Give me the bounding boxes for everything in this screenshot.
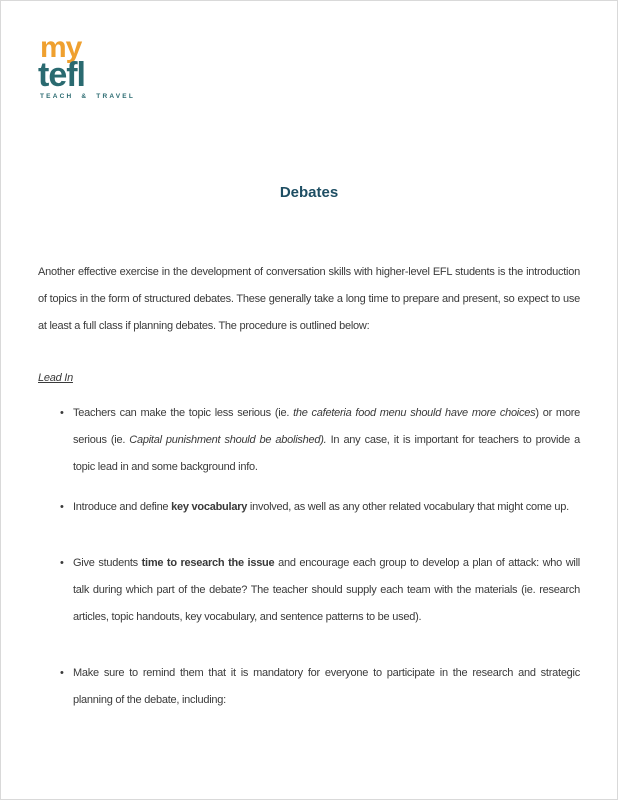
page-title: Debates <box>279 183 339 201</box>
bullet-icon: • <box>60 500 64 513</box>
bullet-item <box>38 660 580 714</box>
bullet-text <box>73 501 569 513</box>
text-segment-italic: the cafeteria food menu should have more choices <box>293 406 536 419</box>
bullet-icon: • <box>60 666 64 679</box>
intro-paragraph: Another effective exercise in the development of conversation skills with higher-level EFL students is the introduction of topics in the form of structured debates. These generally take a long time to prepare and present, so expect to use at least a full class if planning debates. The procedure is outlined below: <box>38 265 580 332</box>
text-segment: Give students <box>73 556 142 569</box>
bullet-list <box>38 400 580 714</box>
bullet-item <box>38 494 580 521</box>
text-segment: and encourage each group to develop a plan of attack: who will talk during which part of the debate? The teacher should supply each team with the materials (ie. research articles, topic handouts, key vocabulary, and sentence patterns to be used). <box>73 556 580 623</box>
text-segment-bold: time to research the issue <box>141 556 275 569</box>
text-segment: Introduce and define <box>73 500 172 513</box>
logo-tagline: TEACH & TRAVEL <box>40 93 136 100</box>
text-segment: In any case, it is important for teachers to provide a topic lead in and some background info. <box>73 433 580 473</box>
bullet-item <box>38 400 580 481</box>
text-segment-italic: Capital punishment should be abolished). <box>129 433 327 446</box>
text-segment-bold: key vocabulary <box>171 500 248 513</box>
mytefl-logo <box>38 31 580 101</box>
logo-word-my: my <box>40 31 82 64</box>
logo-word-tefl: tefl <box>38 56 85 94</box>
bullet-icon: • <box>60 406 64 419</box>
section-heading-lead-in: Lead In <box>38 371 73 384</box>
text-segment: Make sure to remind them that it is mandatory for everyone to participate in the research and strategic planning of the debate, including: <box>73 666 580 706</box>
bullet-text <box>73 557 580 623</box>
bullet-text <box>73 407 580 473</box>
text-segment: Teachers can make the topic less serious (ie. <box>73 406 294 419</box>
bullet-icon: • <box>60 556 64 569</box>
text-segment: involved, as well as any other related vocabulary that might come up. <box>247 500 569 513</box>
text-segment: ) or more serious (ie. <box>73 406 580 446</box>
bullet-item <box>38 550 580 631</box>
bullet-text <box>73 667 580 706</box>
